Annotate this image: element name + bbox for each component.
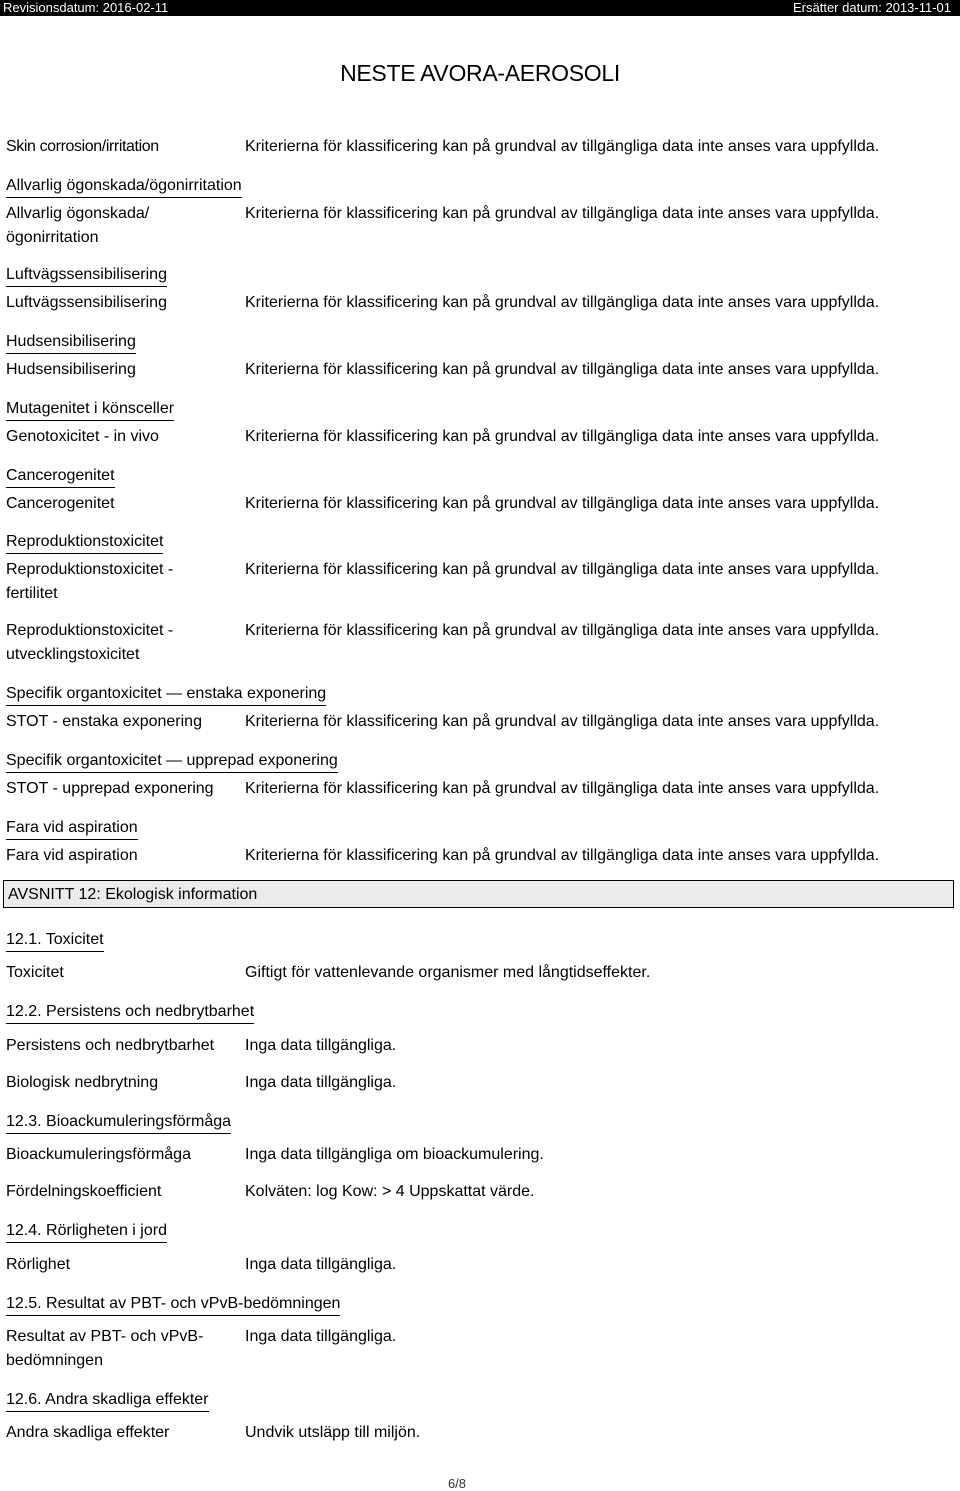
pbt-heading: 12.5. Resultat av PBT- och vPvB-bedömningen (6, 1293, 340, 1316)
reproductive-development-value: Kriterierna för klassificering kan på grundval av tillgängliga data inte anses vara uppfyllda. (245, 622, 880, 639)
other-effects-heading: 12.6. Andra skadliga effekter (6, 1389, 209, 1412)
persistence-label: Persistens och nedbrytbarhet (6, 1037, 215, 1054)
aspiration-heading: Fara vid aspiration (6, 817, 138, 840)
biodegradation-value: Inga data tillgängliga. (245, 1074, 397, 1091)
carcinogenicity-heading: Cancerogenitet (6, 465, 115, 488)
mutagenicity-heading: Mutagenitet i könsceller (6, 398, 174, 421)
mobility-heading: 12.4. Rörligheten i jord (6, 1220, 167, 1243)
header-bar (0, 0, 960, 16)
toxicity-value: Giftigt för vattenlevande organismer med långtidseffekter. (245, 964, 651, 981)
stot-single-label: STOT - enstaka exponering (6, 713, 202, 730)
reproductive-fertility-label: Reproduktionstoxicitet - fertilitet (6, 561, 174, 602)
mutagenicity-value: Kriterierna för klassificering kan på grundval av tillgängliga data inte anses vara uppfyllda. (245, 428, 880, 445)
revision-date: Revisionsdatum: 2016-02-11 (3, 0, 169, 15)
reproductive-fertility-value: Kriterierna för klassificering kan på grundval av tillgängliga data inte anses vara uppfyllda. (245, 561, 880, 578)
reproductive-development-label: Reproduktionstoxicitet - utvecklingstoxicitet (6, 622, 174, 663)
stot-single-value: Kriterierna för klassificering kan på grundval av tillgängliga data inte anses vara uppfyllda. (245, 713, 880, 730)
stot-repeated-label: STOT - upprepad exponering (6, 780, 214, 797)
page-number: 6/8 (447, 1476, 467, 1491)
skin-sensitisation-value: Kriterierna för klassificering kan på grundval av tillgängliga data inte anses vara uppfyllda. (245, 361, 880, 378)
stot-repeated-heading: Specifik organtoxicitet — upprepad exponering (6, 750, 338, 773)
other-effects-value: Undvik utsläpp till miljön. (245, 1424, 421, 1441)
skin-sensitisation-heading: Hudsensibilisering (6, 331, 136, 354)
biodegradation-label: Biologisk nedbrytning (6, 1074, 159, 1091)
section-12-title: AVSNITT 12: Ekologisk information (8, 886, 258, 903)
mobility-value: Inga data tillgängliga. (245, 1256, 397, 1273)
toxicity-heading: 12.1. Toxicitet (6, 929, 104, 952)
skin-sensitisation-label: Hudsensibilisering (6, 361, 136, 378)
carcinogenicity-value: Kriterierna för klassificering kan på grundval av tillgängliga data inte anses vara uppfyllda. (245, 495, 880, 512)
section-12-header (3, 880, 954, 908)
partition-coefficient-value: Kolväten: log Kow: > 4 Uppskattat värde. (245, 1183, 535, 1200)
respiratory-sensitisation-heading: Luftvägssensibilisering (6, 264, 167, 287)
skin-corrosion-value: Kriterierna för klassificering kan på grundval av tillgängliga data inte anses vara uppfyllda. (245, 138, 880, 155)
eye-damage-heading: Allvarlig ögonskada/ögonirritation (6, 175, 242, 198)
persistence-value: Inga data tillgängliga. (245, 1037, 397, 1054)
stot-single-heading: Specifik organtoxicitet — enstaka exponering (6, 683, 326, 706)
eye-damage-value: Kriterierna för klassificering kan på grundval av tillgängliga data inte anses vara uppfyllda. (245, 205, 880, 222)
carcinogenicity-label: Cancerogenitet (6, 495, 115, 512)
persistence-heading: 12.2. Persistens och nedbrytbarhet (6, 1001, 254, 1024)
bioaccumulation-value: Inga data tillgängliga om bioackumulering. (245, 1146, 544, 1163)
stot-repeated-value: Kriterierna för klassificering kan på grundval av tillgängliga data inte anses vara uppfyllda. (245, 780, 880, 797)
mutagenicity-label: Genotoxicitet - in vivo (6, 428, 159, 445)
toxicity-label: Toxicitet (6, 964, 64, 981)
pbt-value: Inga data tillgängliga. (245, 1328, 397, 1345)
skin-corrosion-label: Skin corrosion/irritation (6, 138, 159, 155)
pbt-label: Resultat av PBT- och vPvB-bedömningen (6, 1328, 204, 1369)
document-title: NESTE AVORA-AEROSOLI (340, 60, 620, 86)
aspiration-value: Kriterierna för klassificering kan på grundval av tillgängliga data inte anses vara uppfyllda. (245, 847, 880, 864)
respiratory-sensitisation-label: Luftvägssensibilisering (6, 294, 167, 311)
replaces-date: Ersätter datum: 2013-11-01 (792, 0, 951, 15)
bioaccumulation-heading: 12.3. Bioackumuleringsförmåga (6, 1111, 231, 1134)
mobility-label: Rörlighet (6, 1256, 71, 1273)
eye-damage-label: Allvarlig ögonskada/ögonirritation (6, 205, 150, 246)
aspiration-label: Fara vid aspiration (6, 847, 138, 864)
reproductive-toxicity-heading: Reproduktionstoxicitet (6, 531, 163, 554)
bioaccumulation-label: Bioackumuleringsförmåga (6, 1146, 191, 1163)
respiratory-sensitisation-value: Kriterierna för klassificering kan på grundval av tillgängliga data inte anses vara uppfyllda. (245, 294, 880, 311)
partition-coefficient-label: Fördelningskoefficient (6, 1183, 162, 1200)
other-effects-label: Andra skadliga effekter (6, 1424, 170, 1441)
